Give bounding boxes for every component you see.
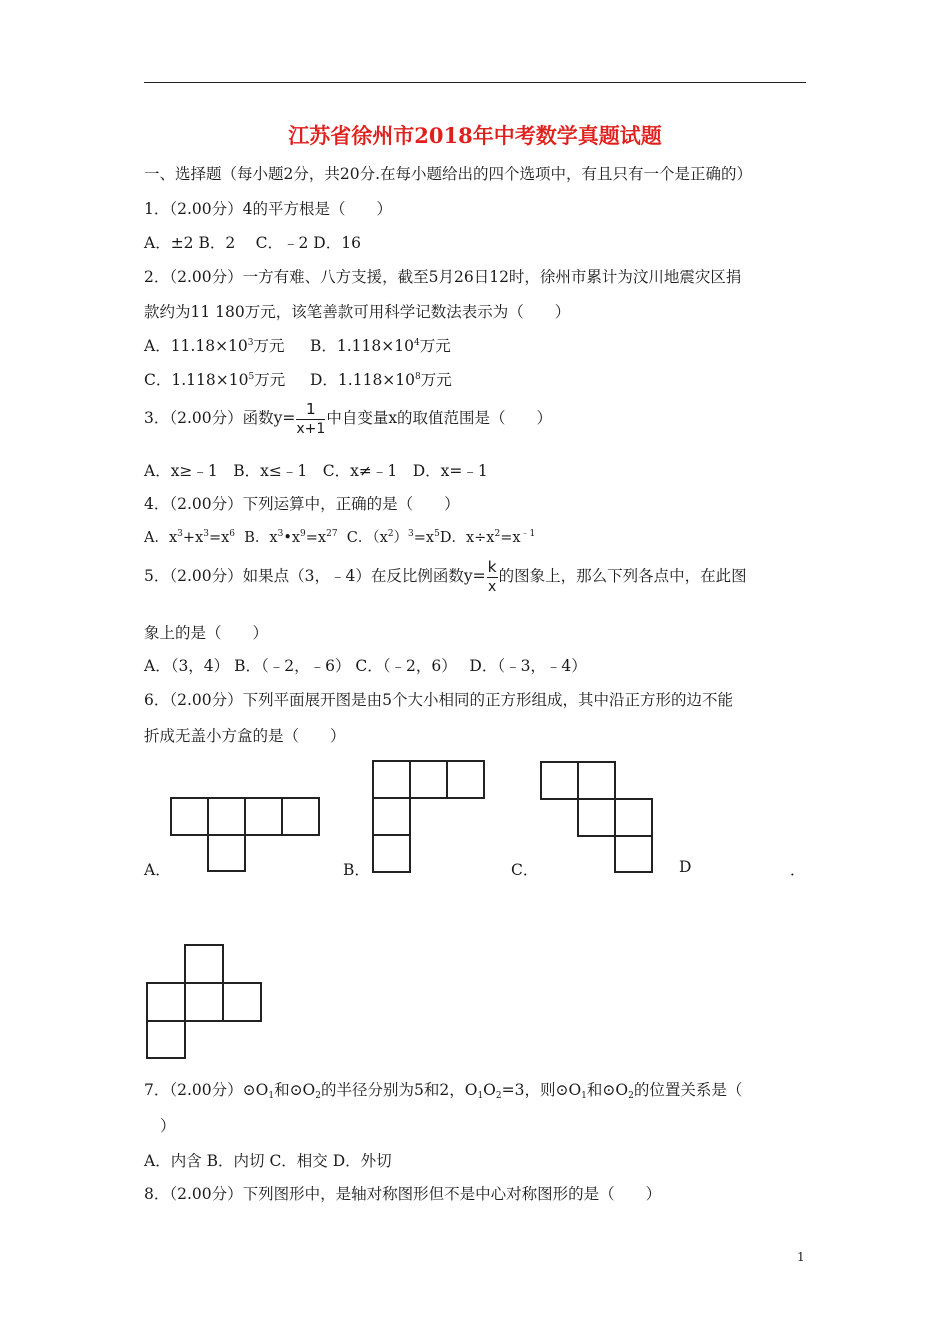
net-a-figure	[170, 797, 322, 873]
q2-option-c: C．$1.118\times 10^5$万元	[144, 371, 286, 389]
q1-options: A．±2 B．2 C．﹣2 D．16	[144, 234, 361, 252]
q7-stem-line2: ）	[160, 1117, 176, 1135]
q8-stem: 8．（2.00分）下列图形中，是轴对称图形但不是中心对称图形的是（ ）	[144, 1185, 662, 1203]
q5-stem: 5．（2.00分）如果点（3，﹣4）在反比例函数y= $\frac{k}{x}$ 的图象上，那么下列各点中，在此图	[144, 558, 747, 595]
q3-options: A．x≥﹣1 B．x≤﹣1 C．x≠﹣1 D．x=﹣1	[144, 462, 488, 480]
page-number: 1	[797, 1250, 805, 1264]
net-b-figure	[371, 759, 487, 874]
header-rule	[144, 82, 806, 83]
net-d-figure	[145, 943, 263, 1060]
q6-label-b: B．	[343, 861, 370, 879]
q6-stem-line2: 折成无盖小方盒的是（ ）	[144, 727, 346, 745]
section-header: 一、选择题（每小题2分，共20分.在每小题给出的四个选项中，有且只有一个是正确的）	[144, 165, 753, 183]
q2-option-b: B．$1.118\times 10^4$万元	[310, 337, 451, 355]
q6-label-d: D	[679, 858, 692, 876]
q3-fraction: $\frac{1}{x+1}$	[296, 400, 326, 437]
q7-options: A．内含 B．内切 C．相交 D．外切	[144, 1152, 392, 1170]
q2-stem-line2: 款约为11 180万元，该笔善款可用科学记数法表示为（ ）	[144, 303, 571, 321]
q3-stem: 3．（2.00分）函数y= $\frac{1}{x+1}$ 中自变量x的取值范围是（ ）	[144, 400, 553, 437]
q2-stem-line1: 2．（2.00分）一方有难、八方支援，截至5月26日12时，徐州市累计为汶川地震灾区捐	[144, 268, 742, 286]
q2-option-d: D．$1.118\times 10^8$万元	[310, 371, 452, 389]
q7-stem: 7．（2.00分）$⊙O_1$和$⊙O_2$的半径分别为5和2，$O_1O_2=3$，则$⊙O_1$和$⊙O_2$的位置关系是（	[144, 1081, 743, 1101]
q6-label-c: C．	[511, 861, 539, 879]
q4-stem: 4．（2.00分）下列运算中，正确的是（ ）	[144, 495, 460, 513]
q4-options: A．$x^3+x^3=x^6$ B．$x^3•x^9=x^{27}$ C．$(x^2)^3=x^5D$．$x\div x^2=x^{﹣1}$	[144, 529, 536, 546]
q1-stem: 1．（2.00分）4的平方根是（ ）	[144, 200, 392, 218]
q6-stem-line1: 6．（2.00分）下列平面展开图是由5个大小相同的正方形组成，其中沿正方形的边不能	[144, 691, 733, 709]
q5-stem-line2: 象上的是（ ）	[144, 624, 269, 642]
q5-options: A．（3，4） B．（﹣2，﹣6） C．（﹣2，6） D．（﹣3，﹣4）	[144, 657, 587, 675]
q2-option-a: A．$11.18\times 10^3$万元	[144, 337, 285, 355]
q5-fraction: $\frac{k}{x}$	[487, 558, 497, 595]
q6-label-d-dot: ．	[790, 861, 806, 879]
net-c-figure	[539, 760, 654, 874]
q6-label-a: A．	[144, 861, 171, 879]
page-title: 江苏省徐州市2018年中考数学真题试题	[288, 123, 662, 148]
